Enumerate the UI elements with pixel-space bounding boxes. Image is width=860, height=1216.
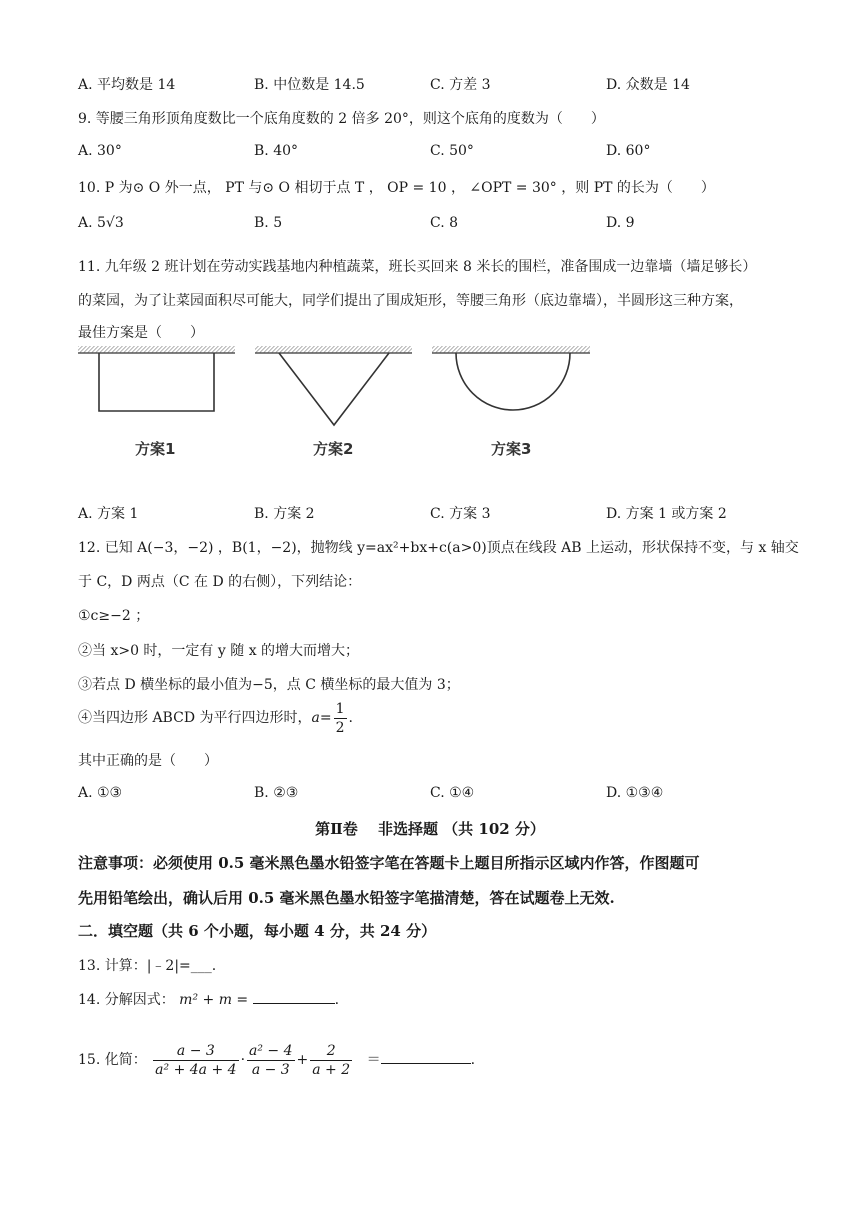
q12-statement-1: ①c≥−2 ； [78,608,150,624]
q15-multiply-dot: · [240,1052,246,1068]
q12-option-d: D. ①③④ [606,785,664,801]
q12-line-1: 12. 已知 A(−3，−2) ，B(1，−2)，抛物线 y=ax²+bx+c(a>0)顶点在线段 AB 上运动，形状保持不变，与 x 轴交 [78,540,799,556]
q15-prefix: 15. 化简： [78,1052,147,1068]
q12-statement-3: ③若点 D 横坐标的最小值为−5，点 C 横坐标的最大值为 3； [78,677,460,693]
q15-fraction-3-denominator: a + 2 [312,1061,351,1078]
q8-option-b: B. 中位数是 14.5 [254,77,365,93]
q9-option-a: A. 30° [78,143,122,159]
plan1-wall [78,346,235,353]
q15-fraction-1-numerator: a − 3 [153,1042,238,1061]
q12-option-a: A. ①③ [78,785,123,801]
q15-end: . [470,1052,476,1068]
q11-option-b: B. 方案 2 [254,506,315,522]
plan3-figure [432,346,590,410]
fill-blank-section-heading: 二．填空题（共 6 个小题，每小题 4 分，共 24 分） [78,922,437,940]
plan3-semicircle-fence [456,353,570,410]
plan2-label: 方案2 [313,440,354,458]
plan1-figure [78,346,235,411]
q11-option-d: D. 方案 1 或方案 2 [606,506,727,522]
plan1-label: 方案1 [135,440,176,458]
q12-statement-4-var: a= [311,710,332,726]
q11-plans-diagram [0,0,860,470]
q12-statement-4-end: . [348,710,353,726]
q12-fraction-one-half [334,700,347,737]
plan3-label: 方案3 [491,440,532,458]
q12-statement-2: ②当 x>0 时，一定有 y 随 x 的增大而增大； [78,643,360,659]
q15 [78,1036,475,1084]
part2-note-line-2: 先用铅笔绘出，确认后用 0.5 毫米黑色墨水铅签字笔描清楚，答在试题卷上无效. [78,889,615,907]
q10-option-d: D. 9 [606,215,635,231]
q15-plus-sign: + [296,1052,309,1068]
q15-fraction-1-denominator: a² + 4a + 4 [155,1061,237,1078]
q15-equals-sign: ＝ [366,1052,381,1068]
plan2-wall [255,346,412,353]
q14-answer-blank[interactable] [253,1003,335,1004]
q12-line-2: 于 C，D 两点（C 在 D 的右侧），下列结论： [78,574,362,590]
q9-stem: 9. 等腰三角形顶角度数比一个底角度数的 2 倍多 20°，则这个底角的度数为（ ） [78,111,605,127]
plan3-wall [432,346,590,353]
q15-answer-blank[interactable] [381,1063,471,1064]
q12-fraction-denominator: 2 [335,719,345,736]
q12-fraction-numerator: 1 [335,700,345,717]
q9-option-d: D. 60° [606,143,651,159]
q11-option-a: A. 方案 1 [78,506,139,522]
q10-option-b: B. 5 [254,215,283,231]
plan1-rectangle-fence [99,353,214,411]
q15-fraction-2 [247,1042,295,1079]
part2-title: 第Ⅱ卷 非选择题 （共 102 分） [315,820,545,838]
q14-prefix: 14. 分解因式： [78,992,175,1008]
q9-option-c: C. 50° [430,143,474,159]
q8-option-d: D. 众数是 14 [606,77,690,93]
q10-option-c: C. 8 [430,215,459,231]
q11-line-2: 的菜园，为了让菜园面积尽可能大，同学们提出了围成矩形，等腰三角形（底边靠墙），半圆形这三种方案， [78,293,743,309]
q15-fraction-2-denominator: a − 3 [251,1061,290,1078]
q14-end: . [334,992,340,1008]
q15-fraction-1 [153,1042,238,1079]
q12-statement-4-prefix: ④当四边形 ABCD 为平行四边形时， [78,710,312,726]
plan2-triangle-fence [279,353,389,425]
q14-expression: m² + m = [179,992,249,1008]
q9-option-b: B. 40° [254,143,299,159]
q8-option-a: A. 平均数是 14 [78,77,176,93]
q15-fraction-2-numerator: a² − 4 [249,1042,293,1059]
q10-option-a: A. 5√3 [78,215,124,231]
q11-option-c: C. 方案 3 [430,506,491,522]
q12-option-c: C. ①④ [430,785,475,801]
q11-line-3: 最佳方案是（ ） [78,325,204,341]
q12-option-b: B. ②③ [254,785,299,801]
q14 [78,989,339,1009]
part2-note-line-1: 注意事项：必须使用 0.5 毫米黑色墨水铅签字笔在答题卡上题目所指示区域内作答，作图题可 [78,854,700,872]
q12-question: 其中正确的是（ ） [78,753,218,769]
q13-text: 13. 计算：|﹣2|=___. [78,958,217,974]
q12-statement-4 [78,698,353,738]
q8-option-c: C. 方差 3 [430,77,491,93]
q15-fraction-3-numerator: 2 [310,1042,352,1061]
q15-fraction-3 [310,1042,352,1079]
q11-line-1: 11. 九年级 2 班计划在劳动实践基地内种植蔬菜，班长买回来 8 米长的围栏，准备围成一边靠墙（墙足够长） [78,259,757,275]
q10-stem: 10. P 为⊙ O 外一点， PT 与⊙ O 相切于点 T ， OP = 10 ， ∠OPT = 30° ，则 PT 的长为（ ） [78,180,715,196]
plan2-figure [255,346,412,425]
